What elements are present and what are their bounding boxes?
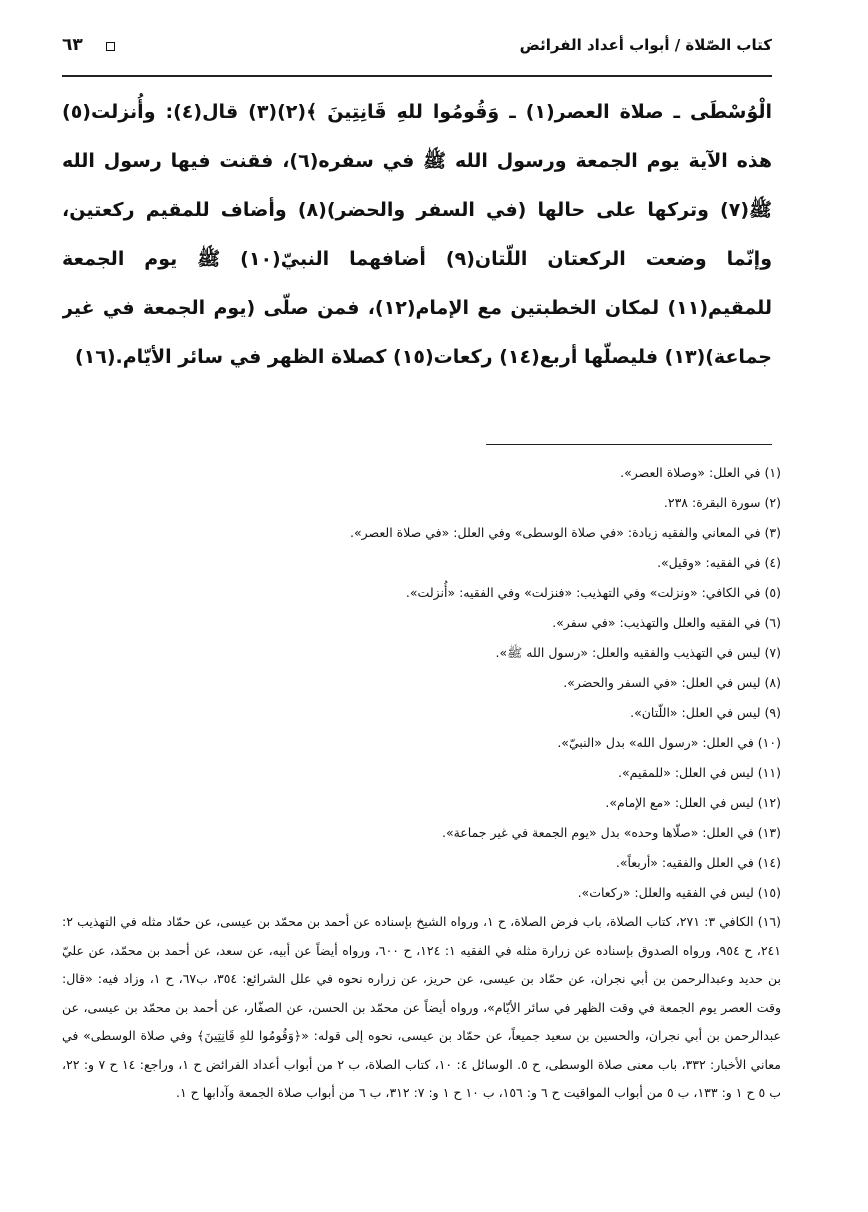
footnote-11: (١١) ليس في العلل: «للمقيم». [618,765,781,780]
page-header [62,36,772,70]
footnote-14: (١٤) في العلل والفقيه: «أربعاً». [615,855,781,870]
footnote-9: (٩) ليس في العلل: «اللّتان». [630,705,781,720]
running-title: كتاب الصّلاة / أبواب أعداد الفرائض [519,36,772,54]
footnote-3: (٣) في المعاني والفقيه زيادة: «في صلاة الوسطى» وفي العلل: «في صلاة العصر». [350,525,781,540]
footnote-13: (١٣) في العلل: «صلّاها وحده» بدل «يوم الجمعة في غير جماعة». [441,825,781,840]
footnote-7: (٧) ليس في التهذيب والفقيه والعلل: «رسول الله ﷺ». [495,645,781,660]
page-number: ٦٣ [62,35,83,55]
footnote-2: (٢) سورة البقرة: ٢٣٨. [663,495,781,510]
footnote-10: (١٠) في العلل: «رسول الله» بدل «النبيّ». [557,735,781,750]
footnote-12: (١٢) ليس في العلل: «مع الإمام». [605,795,781,810]
main-text: الْوُسْطَى ـ صلاة العصر(١) ـ وَقُومُوا للهِ قَانِتِينَ ﴾(٢)(٣) قال(٤): وأُنزلت(٥) هذه الآية يوم الجمعة ورسول الله ﷺ في سفره(٦)، فقنت فيها رسول الله ﷺ(٧) وتركها على حالها (في السفر والحضر)(٨) وأضاف للمقيم ركعتين، وإنّما وضعت الركعتان اللّتان(٩) أضافهما النبيّ(١٠) ﷺ يوم الجمعة للمقيم(١١) لمكان الخطبتين مع الإمام(١٢)، فمن صلّى (يوم الجمعة في غير جماعة)(١٣) فليصلّها أربع(١٤) ركعات(١٥) كصلاة الظهر في سائر الأيّام.(١٦) [62,101,772,368]
footnote-5: (٥) في الكافي: «ونزلت» وفي التهذيب: «فنزلت» وفي الفقيه: «أُنزلت». [405,585,781,600]
footnotes [62,458,781,1173]
footnote-4: (٤) في الفقيه: «وقيل». [657,555,781,570]
footnote-8: (٨) ليس في العلل: «في السفر والحضر». [563,675,781,690]
footnote-separator [486,444,772,445]
footnote-15: (١٥) ليس في الفقيه والعلل: «ركعات». [577,885,781,900]
footnote-1: (١) في العلل: «وصلاة العصر». [620,465,781,480]
footnote-16: (١٦) الكافي ٣: ٢٧١، كتاب الصلاة، باب فرض الصلاة، ح ١، ورواه الشيخ بإسناده عن أحمد بن محمّد بن عيسى، عن حمّاد مثله في التهذيب ٢: ٢٤١، ح ٩٥٤، ورواه الصدوق بإسناده عن زرارة مثله في الفقيه ١: ١٢٤، ح ٦٠٠، ورواه أيضاً عن أبيه، عن سعد، عن أحمد بن محمّد، عن عليّ بن حديد وعبدالرحمن بن أبي نجران، عن حمّاد بن عيسى، عن حريز، عن زراره نحوه في علل الشرائع: ٣٥٤، ب٦٧، ح ١، وزاد فيه: «قال: وقت العصر يوم الجمعة في وقت الظهر في سائر الأيّام»، ورواه أيضاً عن محمّد بن الحسن، عن الصفّار، عن أحمد بن محمّد بن عيسى، عن عبدالرحمن بن أبي نجران، والحسين بن سعيد جميعاً، عن حمّاد بن عيسى، نحوه إلى قوله: «﴿وَقُومُوا للهِ قَانِتِينَ﴾ وفي صلاة الوسطى» في معاني الأخبار: ٣٣٢، باب معنى صلاة الوسطى، ح ٥. الوسائل ٤: ١٠، كتاب الصلاة، ب ٢ من أبواب أعداد الفرائض ح ١، وراجع: ١٤ ح ٧ و: ٢٢، ب ٥ ح ١ و: ١٣٣، ب ٥ من أبواب المواقيت ح ٦ و: ١٥٦، ب ١٠ ح ١ و: ٧: ٣١٢، ب ٦ من أبواب صلاة الجمعة وآدابها ح ١. [62,914,781,1100]
header-rule [62,75,772,77]
footnote-6: (٦) في الفقيه والعلل والتهذيب: «في سفر». [552,615,781,630]
square-marker-icon [106,42,115,51]
